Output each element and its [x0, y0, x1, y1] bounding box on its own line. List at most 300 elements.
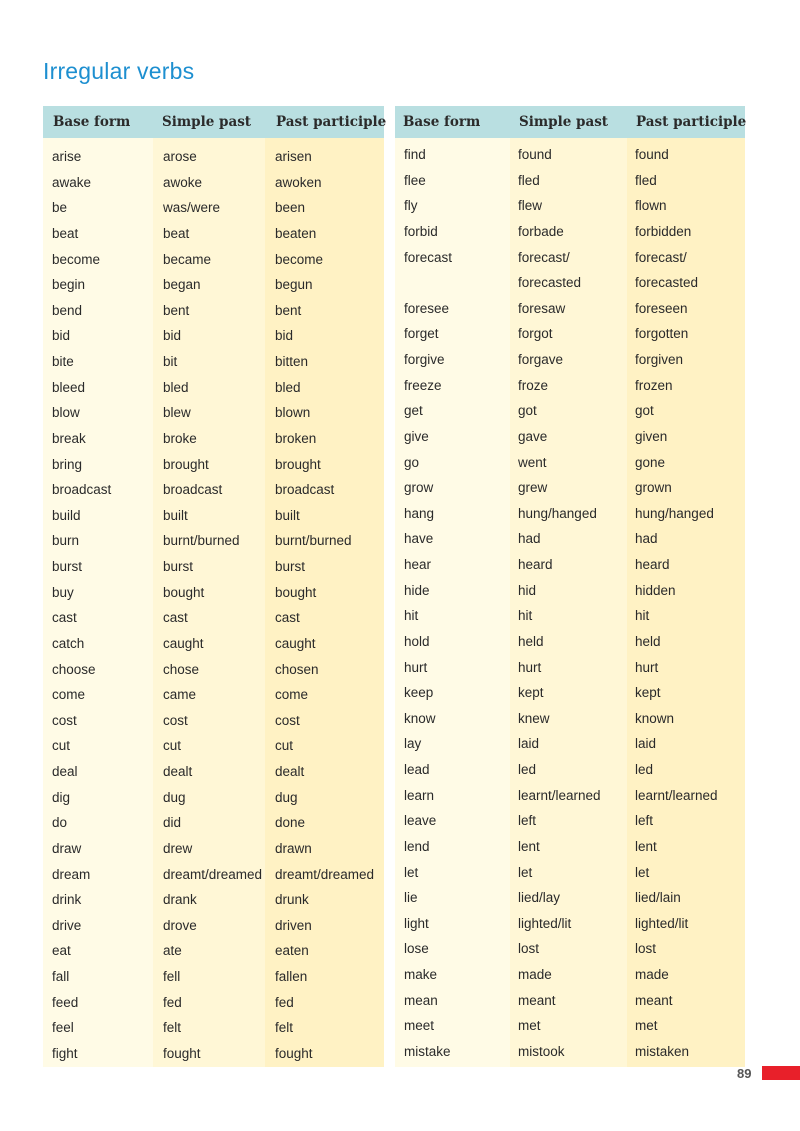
verb-table-left	[43, 106, 387, 1067]
past-participle-cell: left	[635, 813, 654, 829]
table-row	[43, 325, 384, 351]
past-participle-cell: flown	[635, 198, 667, 214]
table-row	[395, 682, 745, 708]
page-title: Irregular verbs	[43, 58, 195, 84]
simple-past-cell: left	[518, 813, 537, 829]
table-row	[395, 272, 745, 298]
simple-past-cell: kept	[518, 685, 544, 701]
base-form-cell: cut	[52, 738, 71, 754]
past-participle-cell: learnt/learned	[635, 787, 718, 803]
base-form-cell: awake	[52, 174, 92, 190]
past-participle-cell: blown	[275, 405, 311, 421]
simple-past-cell: met	[518, 1018, 541, 1034]
base-form-cell: do	[52, 815, 68, 831]
table-row	[395, 195, 745, 221]
past-participle-cell: arisen	[275, 149, 312, 164]
past-participle-cell: done	[275, 815, 306, 831]
past-participle-cell: broken	[275, 430, 317, 446]
base-form-cell: drive	[52, 917, 82, 933]
simple-past-cell: dreamt/dreamed	[163, 866, 263, 882]
table-header	[43, 106, 387, 138]
base-form-cell: learn	[404, 787, 435, 803]
table-row	[395, 657, 745, 683]
base-form-cell: let	[404, 864, 419, 880]
table-row	[43, 940, 384, 966]
simple-past-cell: lied/lay	[518, 890, 561, 906]
simple-past-cell: beat	[163, 225, 190, 241]
simple-past-cell: arose	[163, 149, 197, 164]
past-participle-cell: got	[635, 403, 654, 419]
header-past-participle: Past participle	[636, 114, 747, 130]
table-row	[395, 938, 745, 964]
simple-past-cell: cost	[163, 712, 188, 728]
base-form-cell: go	[404, 454, 420, 470]
simple-past-cell: came	[163, 687, 197, 703]
simple-past-cell: began	[163, 277, 201, 293]
past-participle-cell: felt	[275, 1020, 294, 1036]
simple-past-cell: got	[518, 403, 537, 419]
simple-past-cell: drank	[163, 892, 197, 908]
base-form-cell: mean	[404, 992, 438, 1008]
table-row	[395, 477, 745, 503]
table-row	[43, 172, 384, 198]
simple-past-cell: cut	[163, 738, 182, 754]
base-form-cell: arise	[52, 149, 82, 164]
base-form-cell: hit	[404, 608, 419, 624]
table-row	[43, 1017, 384, 1043]
past-participle-cell: forbidden	[635, 223, 692, 239]
simple-past-cell: brought	[163, 456, 209, 472]
table-row	[43, 351, 384, 377]
table-row	[43, 274, 384, 300]
simple-past-cell: hung/hanged	[518, 505, 597, 521]
simple-past-cell: grew	[518, 480, 548, 496]
table-row	[395, 400, 745, 426]
simple-past-cell: made	[518, 967, 552, 982]
table-row	[43, 633, 384, 659]
header-base-form: Base form	[53, 114, 131, 130]
simple-past-cell: heard	[518, 557, 553, 572]
table-row	[43, 915, 384, 941]
table-row	[395, 426, 745, 452]
simple-past-cell: bit	[163, 354, 178, 369]
past-participle-cell: drunk	[275, 892, 309, 908]
page-number: 89	[737, 1066, 752, 1081]
simple-past-cell: dug	[163, 789, 186, 805]
base-form-cell: come	[52, 687, 86, 703]
table-row	[395, 708, 745, 734]
header-base-form: Base form	[403, 114, 481, 130]
past-participle-cell: hit	[635, 608, 650, 624]
base-form-cell: cast	[52, 610, 77, 626]
simple-past-cell: ate	[163, 943, 182, 959]
past-participle-cell: beaten	[275, 225, 317, 241]
table-row	[43, 607, 384, 633]
past-participle-cell: dealt	[275, 764, 305, 779]
table-row	[395, 503, 745, 529]
base-form-cell: keep	[404, 685, 434, 701]
page-accent-bar	[762, 1066, 800, 1080]
past-participle-cell: begun	[275, 277, 313, 293]
table-row	[395, 810, 745, 836]
past-participle-cell: made	[635, 967, 669, 982]
past-participle-cell: fallen	[275, 969, 308, 984]
base-form-cell: find	[404, 147, 426, 162]
header-past-participle: Past participle	[276, 114, 387, 130]
simple-past-cell: hurt	[518, 659, 542, 675]
simple-past-cell: dealt	[163, 764, 193, 779]
base-form-cell: forbid	[404, 223, 438, 239]
past-participle-cell: cost	[275, 712, 300, 728]
past-participle-cell: lost	[635, 941, 657, 957]
base-form-cell: be	[52, 200, 68, 216]
base-form-cell: eat	[52, 943, 71, 959]
past-participle-cell: cut	[275, 738, 294, 754]
base-form-cell: hold	[404, 633, 430, 649]
simple-past-cell: lent	[518, 838, 540, 854]
table-row	[43, 889, 384, 915]
base-form-cell: fight	[52, 1045, 78, 1061]
base-form-cell: hide	[404, 582, 430, 598]
simple-past-cell: forgot	[518, 326, 553, 342]
past-participle-cell: broadcast	[275, 482, 335, 498]
simple-past-cell: froze	[518, 377, 549, 393]
table-row	[43, 735, 384, 761]
simple-past-cell: forecast/	[518, 249, 570, 265]
past-participle-cell: burnt/burned	[275, 533, 352, 549]
table-row	[43, 966, 384, 992]
table-row	[43, 864, 384, 890]
base-form-cell: freeze	[404, 377, 442, 393]
past-participle-cell: bought	[275, 584, 317, 600]
simple-past-cell: mistook	[518, 1043, 565, 1059]
table-row	[43, 479, 384, 505]
past-participle-cell: bled	[275, 379, 301, 395]
base-form-cell: beat	[52, 225, 79, 241]
base-form-cell: make	[404, 967, 438, 982]
base-form-cell: lead	[404, 762, 430, 777]
simple-past-cell: forgave	[518, 352, 564, 367]
base-form-cell: forgive	[404, 352, 445, 367]
table-row	[43, 402, 384, 428]
table-row	[395, 1041, 745, 1067]
simple-past-cell: blew	[163, 405, 191, 421]
base-form-cell: hurt	[404, 659, 428, 675]
table-row	[395, 836, 745, 862]
past-participle-cell: forecasted	[635, 275, 699, 291]
past-participle-cell: gone	[635, 454, 666, 470]
base-form-cell: bite	[52, 354, 74, 369]
base-form-cell: draw	[52, 840, 82, 856]
simple-past-cell: lost	[518, 941, 540, 957]
past-participle-cell: lent	[635, 838, 657, 854]
table-row	[43, 300, 384, 326]
past-participle-cell: meant	[635, 992, 673, 1008]
base-form-cell: know	[404, 710, 436, 726]
table-row	[395, 554, 745, 580]
simple-past-cell: found	[518, 147, 552, 162]
simple-past-cell: held	[518, 633, 544, 649]
past-participle-cell: heard	[635, 557, 670, 572]
simple-past-cell: bought	[163, 584, 205, 600]
simple-past-cell: bid	[163, 328, 182, 344]
past-participle-cell: hidden	[635, 582, 676, 598]
past-participle-cell: bent	[275, 302, 302, 318]
base-form-cell: bid	[52, 328, 71, 344]
past-participle-cell: come	[275, 687, 309, 703]
table-row	[43, 838, 384, 864]
base-form-cell: lose	[404, 941, 429, 957]
base-form-cell: bring	[52, 456, 83, 472]
past-participle-cell: brought	[275, 456, 321, 472]
base-form-cell: dig	[52, 789, 71, 805]
table-row	[395, 1015, 745, 1041]
table-row	[395, 913, 745, 939]
base-form-cell: drink	[52, 892, 82, 908]
simple-past-cell: fell	[163, 969, 181, 984]
base-form-cell: feed	[52, 994, 79, 1010]
simple-past-cell: built	[163, 507, 188, 523]
past-participle-cell: hung/hanged	[635, 505, 714, 521]
simple-past-cell: forecasted	[518, 275, 582, 291]
simple-past-cell: led	[518, 762, 537, 777]
base-form-cell: cost	[52, 712, 77, 728]
base-form-cell: lie	[404, 890, 418, 906]
past-participle-cell: found	[635, 147, 669, 162]
base-form-cell: deal	[52, 764, 78, 779]
base-form-cell: catch	[52, 635, 85, 651]
table-row	[43, 454, 384, 480]
past-participle-cell: fought	[275, 1045, 313, 1061]
past-participle-cell: cast	[275, 610, 300, 626]
table-row	[43, 197, 384, 223]
simple-past-cell: caught	[163, 635, 204, 651]
simple-past-cell: awoke	[163, 174, 203, 190]
past-participle-cell: frozen	[635, 377, 673, 393]
simple-past-cell: knew	[518, 710, 550, 726]
simple-past-cell: fed	[163, 994, 182, 1010]
table-row	[395, 964, 745, 990]
past-participle-cell: chosen	[275, 661, 319, 677]
table-row	[43, 377, 384, 403]
table-row	[395, 990, 745, 1016]
table-row	[395, 759, 745, 785]
table-row	[43, 684, 384, 710]
base-form-cell: bend	[52, 302, 83, 318]
simple-past-cell: hid	[518, 582, 537, 598]
base-form-cell: choose	[52, 661, 96, 677]
simple-past-cell: fled	[518, 172, 540, 188]
table-row	[395, 298, 745, 324]
table-row	[395, 170, 745, 196]
table-row	[395, 247, 745, 273]
base-form-cell: foresee	[404, 300, 450, 316]
past-participle-cell: bid	[275, 328, 294, 344]
verb-table-right	[395, 106, 745, 1067]
past-participle-cell: had	[635, 531, 658, 547]
base-form-cell: mistake	[404, 1043, 451, 1059]
simple-past-cell: had	[518, 531, 541, 547]
simple-past-cell: drew	[163, 840, 193, 856]
simple-past-cell: became	[163, 251, 212, 267]
table-row	[43, 146, 384, 172]
table-body	[43, 146, 384, 1069]
base-form-cell: blow	[52, 405, 80, 421]
base-form-cell: meet	[404, 1018, 435, 1034]
simple-past-cell: forbade	[518, 223, 564, 239]
past-participle-cell: driven	[275, 917, 312, 933]
base-form-cell: lend	[404, 838, 430, 854]
table-row	[43, 1043, 384, 1069]
past-participle-cell: kept	[635, 685, 661, 701]
simple-past-cell: cast	[163, 610, 188, 626]
table-row	[43, 530, 384, 556]
table-row	[395, 605, 745, 631]
past-participle-cell: forgotten	[635, 326, 689, 342]
past-participle-cell: become	[275, 251, 324, 267]
past-participle-cell: dug	[275, 789, 298, 805]
past-participle-cell: met	[635, 1018, 658, 1034]
simple-past-cell: was/were	[163, 200, 221, 216]
base-form-cell: buy	[52, 584, 74, 600]
table-row	[395, 323, 745, 349]
simple-past-cell: did	[163, 815, 182, 831]
simple-past-cell: flew	[518, 198, 543, 214]
base-form-cell: grow	[404, 480, 434, 496]
header-simple-past: Simple past	[162, 114, 252, 130]
simple-past-cell: laid	[518, 736, 540, 752]
past-participle-cell: grown	[635, 480, 672, 496]
past-participle-cell: drawn	[275, 840, 312, 856]
past-participle-cell: laid	[635, 736, 657, 752]
base-form-cell: forecast	[404, 249, 453, 265]
table-row	[43, 812, 384, 838]
past-participle-cell: lied/lain	[635, 890, 681, 906]
base-form-cell: give	[404, 428, 429, 444]
table-row	[395, 528, 745, 554]
header-simple-past: Simple past	[519, 114, 609, 130]
table-row	[43, 556, 384, 582]
simple-past-cell: fought	[163, 1045, 201, 1061]
base-form-cell: build	[52, 507, 81, 523]
simple-past-cell: burst	[163, 559, 194, 574]
table-row	[395, 785, 745, 811]
table-row	[43, 761, 384, 787]
simple-past-cell: broke	[163, 430, 197, 446]
simple-past-cell: bled	[163, 379, 189, 395]
past-participle-cell: built	[275, 507, 300, 523]
table-row	[395, 375, 745, 401]
simple-past-cell: let	[518, 864, 533, 880]
simple-past-cell: burnt/burned	[163, 533, 240, 549]
table-row	[43, 787, 384, 813]
table-row	[395, 349, 745, 375]
base-form-cell: fly	[404, 198, 418, 214]
simple-past-cell: learnt/learned	[518, 787, 601, 803]
past-participle-cell: known	[635, 710, 675, 726]
simple-past-cell: hit	[518, 608, 533, 624]
simple-past-cell: drove	[163, 917, 197, 933]
simple-past-cell: went	[518, 454, 547, 470]
past-participle-cell: let	[635, 864, 650, 880]
table-row	[395, 631, 745, 657]
past-participle-cell: eaten	[275, 943, 309, 959]
base-form-cell: broadcast	[52, 482, 112, 498]
past-participle-cell: awoken	[275, 174, 322, 190]
past-participle-cell: led	[635, 762, 654, 777]
past-participle-cell: bitten	[275, 354, 309, 369]
table-row	[395, 221, 745, 247]
base-form-cell: dream	[52, 866, 91, 882]
past-participle-cell: dreamt/dreamed	[275, 866, 375, 882]
simple-past-cell: meant	[518, 992, 556, 1008]
past-participle-cell: fled	[635, 172, 657, 188]
simple-past-cell: chose	[163, 661, 200, 677]
base-form-cell: fall	[52, 969, 70, 984]
base-form-cell: become	[52, 251, 101, 267]
past-participle-cell: held	[635, 633, 661, 649]
table-row	[395, 733, 745, 759]
base-form-cell: leave	[404, 813, 437, 829]
table-body	[395, 144, 745, 1067]
simple-past-cell: foresaw	[518, 300, 566, 316]
base-form-cell: burn	[52, 533, 80, 549]
base-form-cell: begin	[52, 277, 86, 293]
table-row	[43, 428, 384, 454]
table-row	[395, 862, 745, 888]
simple-past-cell: gave	[518, 428, 548, 444]
past-participle-cell: given	[635, 428, 668, 444]
past-participle-cell: forgiven	[635, 352, 684, 367]
table-header	[395, 106, 745, 138]
table-row	[395, 452, 745, 478]
base-form-cell: have	[404, 531, 434, 547]
simple-past-cell: lighted/lit	[518, 915, 572, 931]
base-form-cell: flee	[404, 172, 426, 188]
base-form-cell: lay	[404, 736, 422, 752]
past-participle-cell: forecast/	[635, 249, 687, 265]
table-row	[43, 223, 384, 249]
past-participle-cell: hurt	[635, 659, 659, 675]
table-row	[395, 887, 745, 913]
simple-past-cell: bent	[163, 302, 190, 318]
past-participle-cell: caught	[275, 635, 316, 651]
table-row	[43, 659, 384, 685]
base-form-cell: feel	[52, 1020, 74, 1036]
table-row	[395, 580, 745, 606]
table-row	[43, 505, 384, 531]
past-participle-cell: mistaken	[635, 1043, 690, 1059]
simple-past-cell: felt	[163, 1020, 182, 1036]
base-form-cell: hang	[404, 505, 435, 521]
table-row	[395, 144, 745, 170]
base-form-cell: burst	[52, 559, 83, 574]
past-participle-cell: been	[275, 200, 306, 216]
table-row	[43, 710, 384, 736]
base-form-cell: forget	[404, 326, 439, 342]
base-form-cell: bleed	[52, 379, 86, 395]
table-row	[43, 582, 384, 608]
table-row	[43, 992, 384, 1018]
base-form-cell: light	[404, 915, 429, 931]
base-form-cell: hear	[404, 557, 432, 572]
past-participle-cell: burst	[275, 559, 306, 574]
past-participle-cell: foreseen	[635, 300, 688, 316]
base-form-cell: break	[52, 430, 86, 446]
simple-past-cell: broadcast	[163, 482, 223, 498]
past-participle-cell: fed	[275, 994, 294, 1010]
past-participle-cell: lighted/lit	[635, 915, 689, 931]
